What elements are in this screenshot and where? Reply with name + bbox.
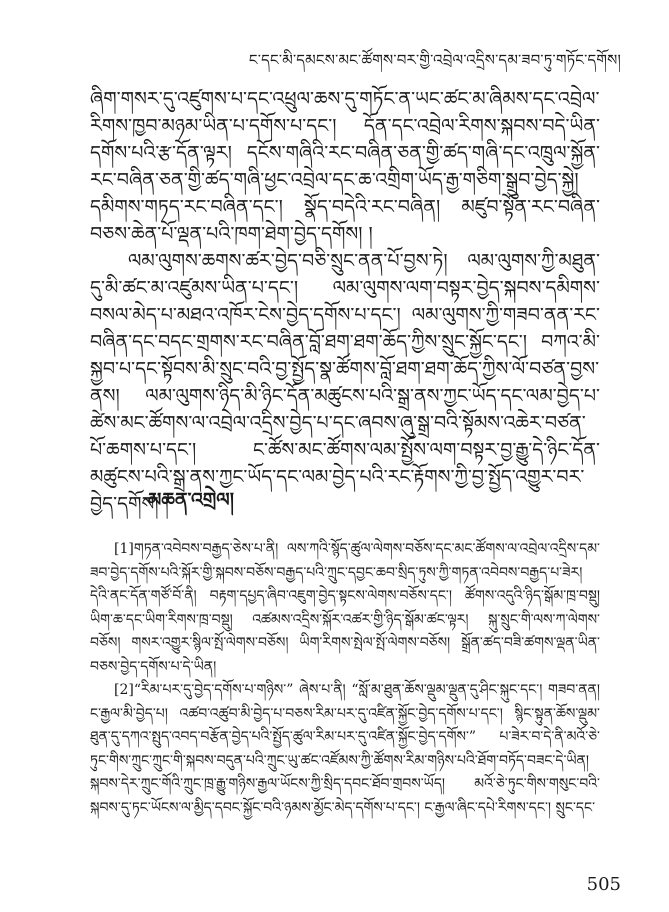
note-number: [2]: [114, 682, 134, 698]
running-header: ང་དང་མི་དམངས་མང་ཚོགས་བར་གྱི་འབྲེལ་འདྲིས་དམ་ཟབ་ཏུ་གཏོང་དགོས།: [248, 51, 621, 69]
note-number: [1]: [114, 541, 134, 557]
note-text: གཏན་འབེབས་བརྒྱད་ཅེས་པ་ནི། ལས་ཀའི་སྙོད་ཚུལ་ལེགས་བཅོས་དང་མང་ཚོགས་ལ་འབྲེལ་འདྲིས་དམ་ཟབ་བྱེད་དགོས་པའི་སྐོར་གྱི་སྐབས་བཅོས་བརྒྱད་པའི་ཀྲུང་དབྱང་ཆབ་སྲིད་ཏུས་ཀྱི་གཏན་འབེབས་བརྒྱད་པ་ཟེར། དེའི་ནང་དོན་གཙོ་བོ་ནི། བརྟག་དཔྱད་ཞིབ་འཇུག་བྱེད་སྟངས་ལེགས་བཅོས་དང་། ཚོགས་འདུའི་ཉིད་སྒོམ་ཁྲ་བསྡུ། ཡིག་ཆ་དང་ཡིག་རིགས་ཁྲ་བསྡུ། འཚམས་འདྲིས་སྐོར་འཚར་གྱི་ཉིད་སྒོམ་ཚང་ལྟར། སྐུ་སྲུང་གི་ལས་ཀ་ལེགས་བཅོས། གསར་འགྱུར་སྙིལ་སྤོ་ལེགས་བཅོས། ཡིག་རིགས་སྤེལ་སྤོ་ལེགས་བཅོས། སྒྲོན་ཚད་བཟི་ཚགས་ལྡན་ཡིན་བཅས་བྱེད་དགོས་པ་དེ་ཡིན།: [90, 541, 600, 675]
note-text: “རིམ་པར་དུ་བྱེད་དགོས་པ་གཉིས་” ཞེས་པ་ནི། “སློ་མ་ཐུན་ཆོས་ལྡུམ་ལྡུན་དུ་ཤིང་སྐུང་དང་། གཟབ་ནན། ང་རྒྱལ་མི་བྱེད་པ། འཚབ་འཚུབ་མི་བྱེད་པ་བཅས་རིམ་པར་དུ་འཛིན་སྐྱོང་བྱེད་དགོས་པ་དང་། སྙིང་སྟུན་ཆོས་ལྡུམ་ཐུན་དུ་དཀའ་སྤུད་འབད་བརྩོན་བྱེད་པའི་སྤྱོད་ཚུལ་རིམ་པར་དུ་འཛིན་སྐྱོང་བྱེད་དགོས་” པ་ཟེར་བ་དེ་ནི་མའོ་ཅེ་ཏུང་གིས་ཀྲུང་ཀྲུང་གི་སྐབས་བདུན་པའི་ཀྲུང་ཡུ་ཚང་འཛོམས་ཀྱི་ཚོགས་རིམ་གཉིས་པའི་ཐོག་བཏོད་བཟང་དེ་ཡིན། སྐབས་དེར་ཀྲུང་གོའི་ཀྲུང་ཁྲ་རྒྱུ་གཉིས་རྒྱལ་ཡོངས་ཀྱི་སྲིད་དབང་ཐོབ་གྲབས་ཡོད། མའོ་ཅེ་ཏུང་གིས་གསུང་བའི་སྐབས་དུ་ཏང་ཡོངས་ལ་མྱིད་དབང་སྐྱོང་བའི་ཉམས་མྱོང་མེད་དགོས་པ་དང་། ང་རྒྱལ་ཞིང་དཔེ་རིགས་དང་། སྲུང་དང་: [90, 682, 600, 816]
note-item: [90, 538, 600, 679]
note-item: [90, 679, 600, 820]
notes-heading: མཆན་འགྲེལ།: [148, 489, 234, 511]
notes-section: [90, 538, 600, 820]
page-number: 505: [586, 874, 621, 895]
body-paragraph: ལམ་ལུགས་ཆགས་ཚར་བྱེད་བཅི་སྲུང་ནན་པོ་བྱས་ཏེ། ལམ་ལུགས་ཀྱི་མཐུན་དུ་མི་ཚང་མ་འཛུམས་ཡིན་པ་དང་། ལམ་ལུགས་ལག་བསྟར་བྱེད་སྐབས་དམིགས་བསལ་མེད་པ་མཐའ་འཁོར་ངེས་བྱེད་དགོས་པ་དང་། ལམ་ལུགས་ཀྱི་གཟབ་ནན་རང་བཞིན་དང་བདང་གྲགས་རང་བཞིན་བློ་ཐག་ཐག་ཆོད་ཀྱིས་སྲུང་སྐྱོང་དང་། བཀའ་མི་སྐྱབ་པ་དང་སྟོབས་མི་སྲུང་བའི་བྱ་སྤྱོད་སྣ་ཚོགས་བློ་ཐག་ཐག་ཆོད་ཀྱིས་ལོ་བཙན་བྱས་ནས། ལམ་ལུགས་ཉིད་མི་ཉིང་དོན་མཚུངས་པའི་སྒྲ་ནས་ཀྱང་ཡོད་དང་ལམ་བྱེད་པ་ཚེས་མང་ཚོགས་ལ་འབྲེལ་འདྲིས་བྱེད་པ་དང་ཞབས་ཞུ་སྒྲ་བའི་སྟོམས་འཆེར་བཙན་པོ་ཆགས་པ་དང་། ང་ཚོས་མང་ཚོགས་ལམ་སྤྱོས་ལག་བསྟར་བྱ་རྒྱུ་དེ་ཉིང་དོན་མཚུངས་པའི་སྒྲ་ནས་ཀྱང་ཡོད་དང་ལམ་བྱེད་པའི་རང་རྟོགས་ཀྱི་བྱ་སྤྱོད་འགྱུར་བར་བྱེད་དགོས། །: [90, 250, 600, 515]
body-paragraph: ཞིག་གསར་དུ་འཛུགས་པ་དང་འཕྲུལ་ཆས་དུ་གཏོང་ན་ཡང་ཚང་མ་ཞིམས་དང་འབྲེལ་རིགས་ཁྱབ་མཉམ་ཡིན་པ་དགོས་པ་དང་། དོན་དང་འབྲེལ་རིགས་སྐབས་བདེ་ཡིན་དགོས་པའི་རྩ་དོན་ལྟར། དངོས་གཞིའི་རང་བཞིན་ཅན་གྱི་ཚད་གཞི་དང་འཁྲུལ་སྐྱོན་རང་བཞིན་ཅན་གྱི་ཚད་གཞི་ཕྱང་འབྲེལ་དང་ཆ་འགྲིག་ཡོད་རྒྱ་གཅིག་སྒྲུབ་བྱེད་སྐྱེ། དམིགས་གཏད་རང་བཞིན་དང་། སྣོད་བདེའི་རང་བཞིན། མཛུབ་སྟོན་རང་བཞིན་བཅས་ཆེན་པོ་ལྡན་པའི་ཁག་ཐེག་བྱེད་དགོས། །: [90, 88, 600, 245]
main-body: [90, 86, 600, 518]
